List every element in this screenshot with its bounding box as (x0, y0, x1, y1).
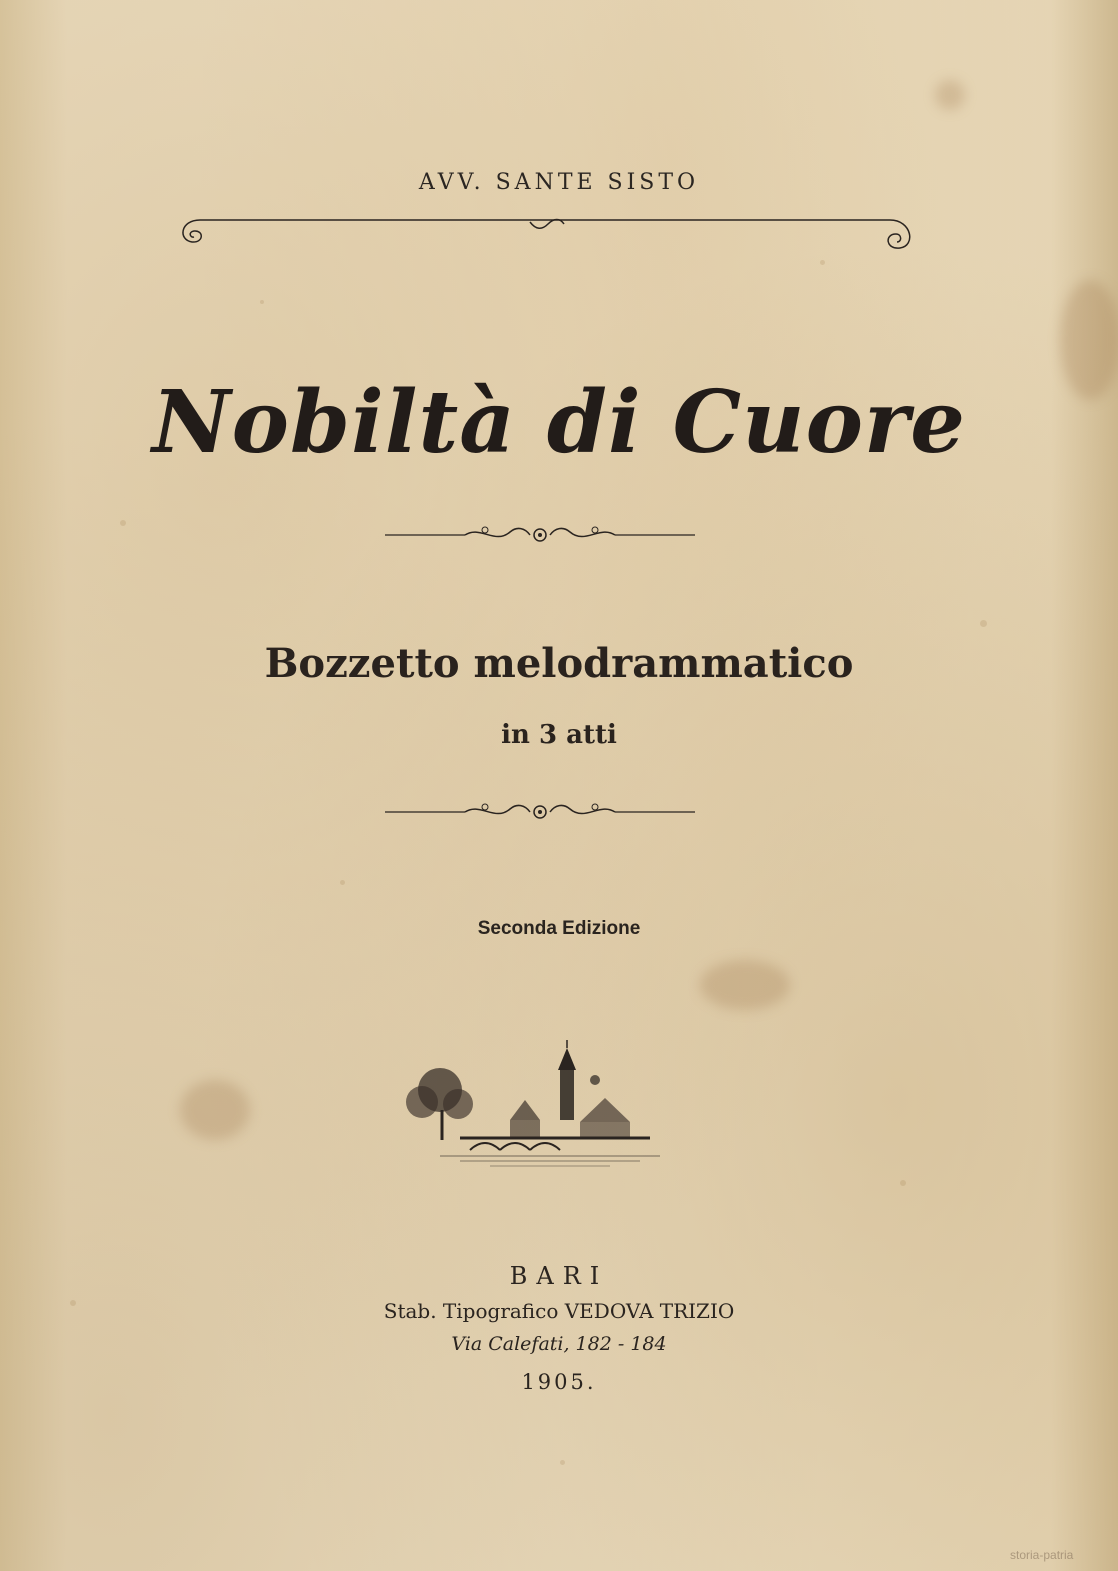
ornament-divider-icon (385, 797, 695, 827)
paper-spot (120, 520, 126, 526)
paper-stain (935, 80, 965, 110)
publication-year: 1905. (521, 1370, 597, 1394)
printer-name: Stab. Tipografico VEDOVA TRIZIO (383, 1299, 735, 1323)
paper-spot (260, 300, 264, 304)
ornament-divider-icon (385, 520, 695, 550)
book-title: Nobiltà di Cuore (152, 372, 966, 473)
paper-spot (340, 880, 345, 885)
acts-count: in 3 atti (501, 720, 617, 750)
paper-spot (900, 1180, 906, 1186)
printer-address: Via Calefati, 182 - 184 (451, 1333, 667, 1355)
paper-spot (560, 1460, 565, 1465)
edition-label: Seconda Edizione (477, 918, 641, 939)
watermark-text: storia-patria (1010, 1548, 1074, 1562)
flourish-rule-icon (170, 210, 920, 260)
author-name: AVV. SANTE SISTO (418, 170, 700, 195)
town-vignette-icon (400, 1040, 680, 1170)
publisher-city: BARI (509, 1262, 609, 1290)
paper-spot (980, 620, 987, 627)
paper-stain (700, 960, 790, 1010)
paper-stain (180, 1080, 250, 1140)
book-subtitle: Bozzetto melodrammatico (264, 640, 854, 687)
paper-spot (820, 260, 825, 265)
